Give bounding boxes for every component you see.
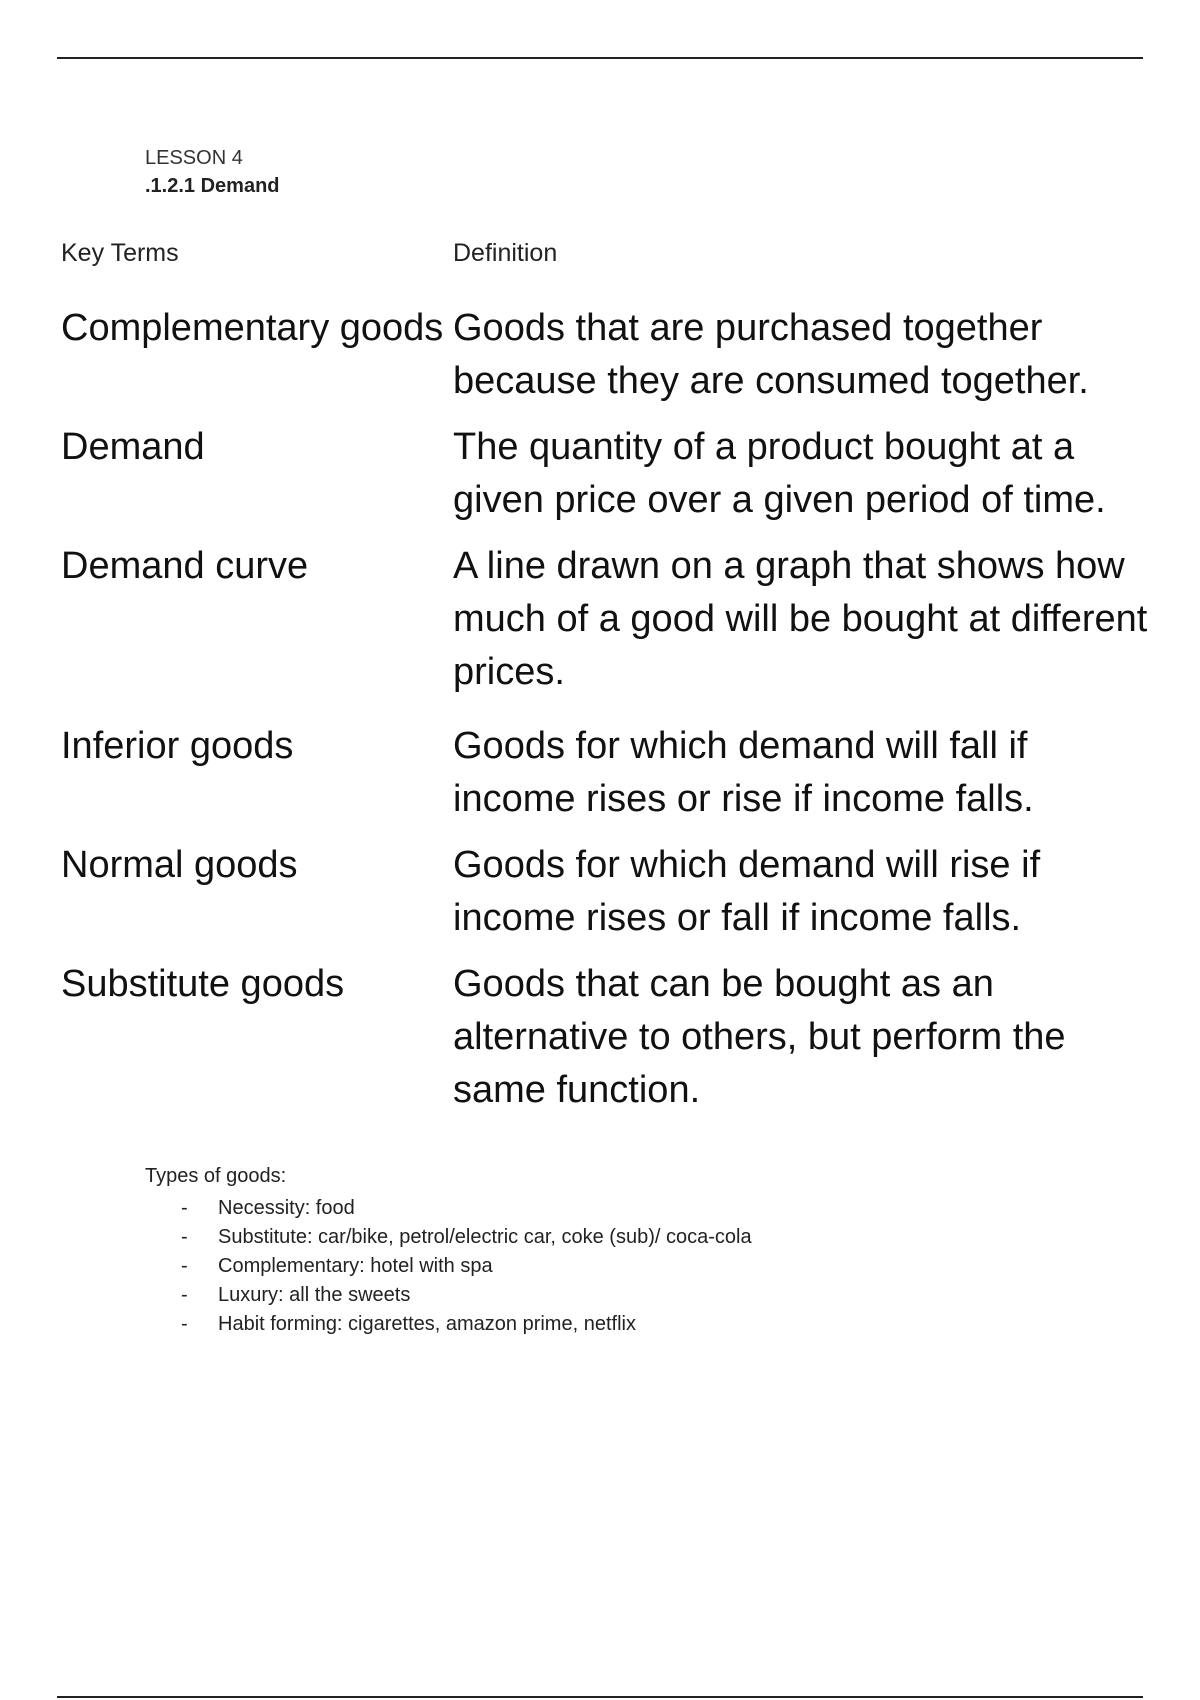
list-item [145, 1252, 1045, 1281]
term-definition: Goods that are purchased together because they are consumed together. [453, 307, 1089, 402]
term-label: Demand [61, 426, 205, 468]
bottom-divider [57, 1696, 1143, 1698]
term-row-normal-goods [61, 839, 1151, 945]
list-item-text: Complementary: hotel with spa [218, 1255, 493, 1277]
term-definition: Goods for which demand will rise if income rises or fall if income falls. [453, 844, 1041, 939]
list-item [145, 1223, 1045, 1252]
list-item-text: Luxury: all the sweets [218, 1284, 411, 1306]
key-terms-table [61, 302, 1151, 1130]
top-divider [57, 57, 1143, 59]
dash-bullet: - [181, 1197, 188, 1219]
types-of-goods-title: Types of goods: [145, 1165, 287, 1187]
term-label: Normal goods [61, 844, 298, 886]
dash-bullet: - [181, 1255, 188, 1277]
list-item [145, 1194, 1045, 1223]
term-row-demand [61, 421, 1151, 527]
column-header-key-terms: Key Terms [61, 239, 179, 267]
list-item-text: Habit forming: cigarettes, amazon prime, netflix [218, 1313, 636, 1335]
term-label: Complementary goods [61, 307, 444, 349]
term-label: Demand curve [61, 545, 309, 587]
term-label: Substitute goods [61, 963, 345, 1005]
dash-bullet: - [181, 1284, 188, 1306]
term-row-substitute-goods [61, 958, 1151, 1117]
types-of-goods-list [145, 1194, 1045, 1339]
types-of-goods-section [145, 1164, 1045, 1339]
term-definition: A line drawn on a graph that shows how much of a good will be bought at different prices. [453, 545, 1148, 693]
term-row-complementary-goods [61, 302, 1151, 408]
list-item [145, 1281, 1045, 1310]
list-item-text: Necessity: food [218, 1197, 355, 1219]
term-definition: Goods for which demand will fall if income rises or rise if income falls. [453, 725, 1034, 820]
dash-bullet: - [181, 1313, 188, 1335]
term-label: Inferior goods [61, 725, 294, 767]
term-row-inferior-goods [61, 720, 1151, 826]
term-row-demand-curve [61, 540, 1151, 699]
lesson-topic: .1.2.1 Demand [145, 175, 280, 197]
list-item [145, 1310, 1045, 1339]
term-definition: Goods that can be bought as an alternative to others, but perform the same function. [453, 963, 1066, 1111]
dash-bullet: - [181, 1226, 188, 1248]
list-item-text: Substitute: car/bike, petrol/electric car, coke (sub)/ coca-cola [218, 1226, 752, 1248]
lesson-label: LESSON 4 [145, 147, 243, 169]
term-definition: The quantity of a product bought at a given price over a given period of time. [453, 426, 1106, 521]
column-header-definition: Definition [453, 239, 558, 267]
